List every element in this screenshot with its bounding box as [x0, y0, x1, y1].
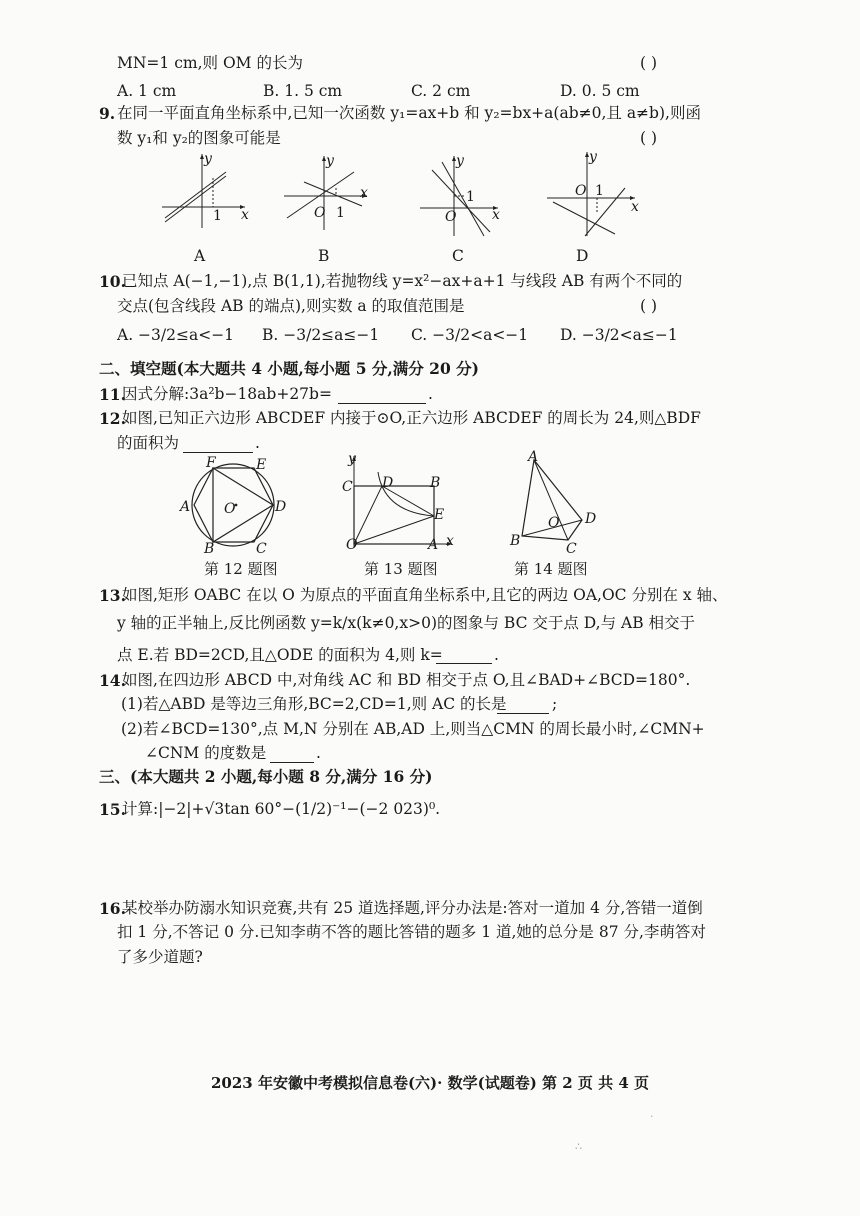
q9-graph-d [545, 148, 645, 238]
q14-part1: (1)若△ABD 是等边三角形,BC=2,CD=1,则 AC 的长是 [121, 695, 507, 713]
q10-line1: 已知点 A(−1,−1),点 B(1,1),若抛物线 y=x²−ax+a+1 与线段 AB 有两个不同的 [122, 272, 683, 290]
fig12-label-b: B [204, 541, 215, 557]
figure-13 [342, 452, 457, 552]
q9c-tick: 1 [466, 189, 475, 205]
fig13-label-c: C [342, 479, 353, 495]
fig14-label-c: C [566, 541, 577, 557]
q11-number: 11. [99, 385, 126, 404]
figure-14 [508, 450, 598, 555]
figure-12-caption: 第 12 题图 [204, 560, 278, 578]
q14-part2-blank[interactable] [270, 761, 314, 763]
q9-label-d: D [576, 247, 589, 265]
fig12-label-f: F [206, 455, 216, 471]
fig13-label-a: A [428, 537, 439, 553]
section2-title: 二、填空题(本大题共 4 小题,每小题 5 分,满分 20 分) [99, 359, 479, 378]
q13-answer-blank[interactable] [436, 662, 492, 664]
fig14-label-a: A [528, 449, 539, 465]
q12-answer-blank[interactable] [183, 451, 253, 453]
q11-answer-blank[interactable] [338, 402, 426, 404]
fig13-label-o: O [346, 537, 358, 553]
q8-option-b: B. 1. 5 cm [263, 82, 343, 100]
fig13-label-b: B [430, 475, 441, 491]
q14-number: 14. [99, 671, 126, 690]
q10-option-c: C. −3/2<a<−1 [411, 326, 529, 344]
q13-end: . [494, 646, 499, 664]
q8-option-c: C. 2 cm [411, 82, 471, 100]
q13-line3: 点 E.若 BD=2CD,且△ODE 的面积为 4,则 k= [117, 646, 443, 664]
q12-line1: 如图,已知正六边形 ABCDEF 内接于⊙O,正六边形 ABCDEF 的周长为 24,则△BDF [122, 409, 701, 427]
q12-end: . [255, 434, 260, 452]
q8-stem-tail: MN=1 cm,则 OM 的长为 [117, 54, 303, 72]
q9d-origin: O [575, 183, 587, 199]
q9c-x-label: x [492, 207, 500, 223]
q10-option-a: A. −3/2≤a<−1 [117, 326, 235, 344]
fig13-label-d: D [382, 475, 394, 491]
q9b-origin: O [314, 205, 326, 221]
fig13-label-y: y [348, 451, 356, 467]
q16-line2: 扣 1 分,不答记 0 分.已知李萌不答的题比答错的题多 1 道,她的总分是 87 分,李萌答对 [117, 923, 706, 941]
q12-number: 12. [99, 409, 126, 428]
q9b-y-label: y [326, 153, 334, 169]
q9d-tick: 1 [595, 183, 604, 199]
q9d-x-label: x [631, 199, 639, 215]
q14-part2-line1: (2)若∠BCD=130°,点 M,N 分别在 AB,AD 上,则当△CMN 的周长最小时,∠CMN+ [121, 720, 705, 738]
q9-bracket: ( ) [640, 129, 658, 147]
q9b-x-label: x [360, 185, 368, 201]
q16-line3: 了多少道题? [117, 948, 203, 966]
q14-part2-end: . [316, 744, 321, 762]
q14-line1: 如图,在四边形 ABCD 中,对角线 AC 和 BD 相交于点 O,且∠BAD+∠BCD=180°. [122, 671, 691, 689]
q9-label-c: C [452, 247, 464, 265]
q9b-tick: 1 [336, 205, 345, 221]
q14-part1-blank[interactable] [497, 712, 549, 714]
q11-text: 因式分解:3a²b−18ab+27b= [122, 385, 332, 403]
q10-option-d: D. −3/2<a≤−1 [560, 326, 678, 344]
q13-line2: y 轴的正半轴上,反比例函数 y=k/x(k≠0,x>0)的图象与 BC 交于点 D,与 AB 相交于 [117, 614, 696, 632]
fig12-label-o: O [224, 501, 236, 517]
q9-graph-a [160, 150, 250, 230]
q9-line2: 数 y₁和 y₂的图象可能是 [117, 129, 281, 147]
q11-end: . [428, 385, 433, 403]
q9-label-a: A [194, 247, 206, 265]
fig14-label-o: O [548, 515, 560, 531]
scan-speck: · [650, 1110, 654, 1123]
fig13-label-x: x [446, 533, 454, 549]
q8-bracket: ( ) [640, 54, 658, 72]
q12-line2: 的面积为 [117, 434, 180, 452]
q10-bracket: ( ) [640, 297, 658, 315]
q15-text: 计算:|−2|+√3tan 60°−(1/2)⁻¹−(−2 023)⁰. [122, 800, 441, 818]
q8-option-d: D. 0. 5 cm [560, 82, 640, 100]
fig12-label-d: D [275, 499, 287, 515]
q15-number: 15. [99, 800, 126, 819]
q10-number: 10. [99, 272, 126, 291]
q9c-y-label: y [456, 153, 464, 169]
scan-speck: ∴ [575, 1140, 582, 1153]
q9-graph-b [282, 152, 372, 232]
q9a-x-label: x [241, 207, 249, 223]
q14-part2-line2: ∠CNM 的度数是 [145, 744, 267, 762]
q9-number: 9. [99, 104, 116, 123]
q9a-y-label: y [204, 151, 212, 167]
fig14-label-b: B [510, 533, 521, 549]
q16-line1: 某校举办防溺水知识竞赛,共有 25 道选择题,评分办法是:答对一道加 4 分,答错一道倒 [122, 899, 703, 917]
q10-line2: 交点(包含线段 AB 的端点),则实数 a 的取值范围是 [117, 297, 465, 315]
fig13-label-e: E [434, 507, 445, 523]
q9d-y-label: y [589, 149, 597, 165]
q8-option-a: A. 1 cm [117, 82, 177, 100]
q9-graph-c [418, 152, 508, 237]
q9c-origin: O [445, 209, 457, 225]
fig12-label-e: E [256, 457, 267, 473]
figure-14-caption: 第 14 题图 [514, 560, 588, 578]
q13-line1: 如图,矩形 OABC 在以 O 为原点的平面直角坐标系中,且它的两边 OA,OC 分别在 x 轴、 [122, 586, 728, 604]
figure-13-caption: 第 13 题图 [364, 560, 438, 578]
q14-part1-end: ; [552, 695, 558, 713]
page-footer: 2023 年安徽中考模拟信息卷(六)· 数学(试题卷) 第 2 页 共 4 页 [210, 1074, 649, 1092]
fig12-label-a: A [180, 499, 191, 515]
q9a-tick: 1 [213, 208, 222, 224]
q9-line1: 在同一平面直角坐标系中,已知一次函数 y₁=ax+b 和 y₂=bx+a(ab≠0,且 a≠b),则函 [117, 104, 701, 122]
q16-number: 16. [99, 899, 126, 918]
section3-title: 三、(本大题共 2 小题,每小题 8 分,满分 16 分) [99, 767, 433, 786]
q9-label-b: B [318, 247, 330, 265]
q10-option-b: B. −3/2≤a≤−1 [262, 326, 380, 344]
figure-12 [180, 455, 287, 557]
fig14-label-d: D [585, 511, 597, 527]
fig12-label-c: C [256, 541, 267, 557]
q13-number: 13. [99, 586, 126, 605]
